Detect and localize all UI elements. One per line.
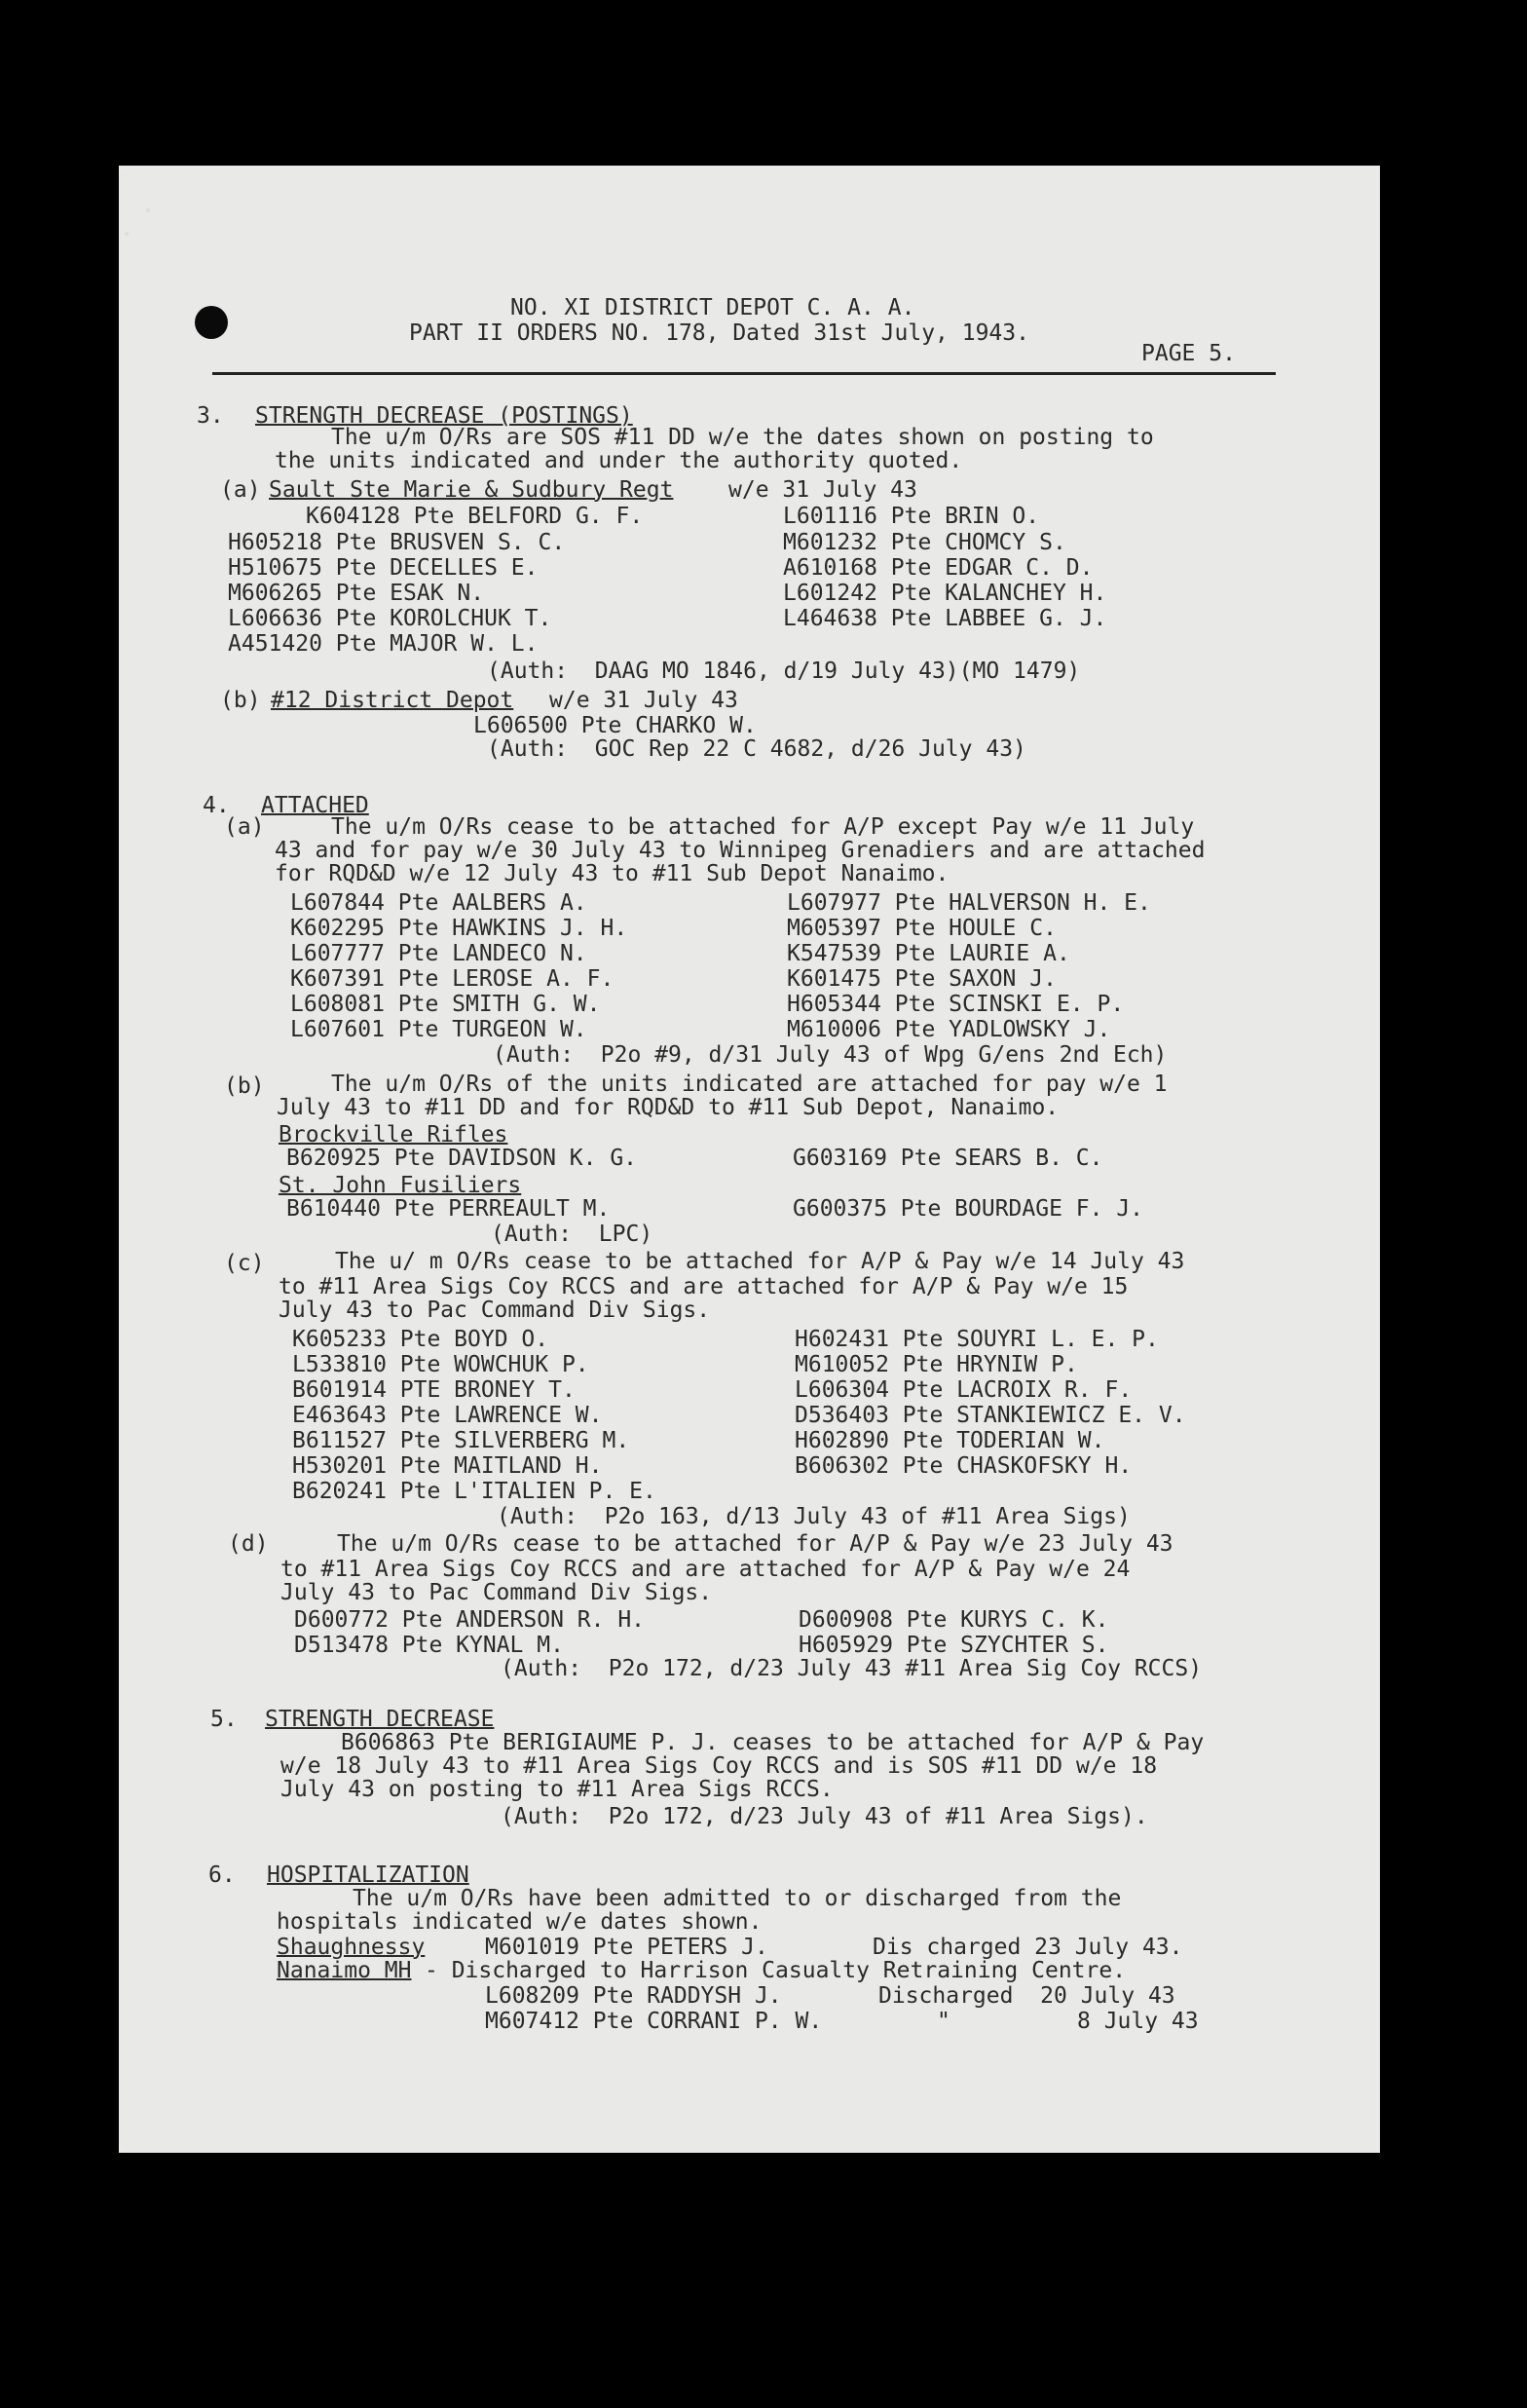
list-item: H605929 Pte SZYCHTER S. — [799, 1633, 1109, 1658]
list-item: M601232 Pte CHOMCY S. — [783, 530, 1066, 555]
authority: (Auth: GOC Rep 22 C 4682, d/26 July 43) — [487, 736, 1026, 762]
list-item: L606304 Pte LACROIX R. F. — [795, 1377, 1133, 1403]
paragraph: The u/m O/Rs are SOS #11 DD w/e the dates shown on posting to — [331, 425, 1154, 450]
authority: (Auth: DAAG MO 1846, d/19 July 43)(MO 1479) — [487, 658, 1081, 684]
section-title: HOSPITALIZATION — [267, 1862, 469, 1888]
paragraph: July 43 to Pac Command Div Sigs. — [280, 1580, 713, 1605]
list-item: M605397 Pte HOULE C. — [787, 916, 1057, 941]
list-item: B610440 Pte PERREAULT M. — [286, 1196, 611, 1222]
list-item: D600772 Pte ANDERSON R. H. — [294, 1607, 646, 1633]
list-item: H605218 Pte BRUSVEN S. C. — [228, 530, 566, 555]
page-number: PAGE 5. — [1141, 341, 1236, 366]
paragraph: 43 and for pay w/e 30 July 43 to Winnipeg Grenadiers and are attached — [275, 838, 1206, 863]
list-item: B620241 Pte L'ITALIEN P. E. — [292, 1479, 656, 1504]
list-item: H530201 Pte MAITLAND H. — [292, 1453, 603, 1479]
list-item: M606265 Pte ESAK N. — [228, 581, 485, 606]
list-item: H605344 Pte SCINSKI E. P. — [787, 992, 1125, 1017]
list-item: H602890 Pte TODERIAN W. — [795, 1428, 1105, 1453]
list-item: G603169 Pte SEARS B. C. — [793, 1146, 1103, 1171]
list-item: L606636 Pte KOROLCHUK T. — [228, 606, 552, 631]
list-item: L607844 Pte AALBERS A. — [290, 890, 587, 916]
paragraph: - Discharged to Harrison Casualty Retraining Centre. — [425, 1958, 1127, 1983]
unit-date: w/e 31 July 43 — [728, 477, 917, 503]
list-item: E463643 Pte LAWRENCE W. — [292, 1403, 603, 1428]
list-item: L606500 Pte CHARKO W. — [473, 713, 757, 738]
paragraph: The u/m O/Rs of the units indicated are attached for pay w/e 1 — [331, 1072, 1168, 1097]
unit-name: Brockville Rifles — [279, 1122, 508, 1148]
sub-label: (a) — [224, 814, 265, 840]
authority: (Auth: P2o 172, d/23 July 43 of #11 Area Sigs). — [501, 1804, 1148, 1829]
header-unit: NO. XI DISTRICT DEPOT C. A. A. — [510, 295, 915, 320]
list-item: L607977 Pte HALVERSON H. E. — [787, 890, 1151, 916]
section-number: 5. — [210, 1707, 238, 1732]
list-item: H510675 Pte DECELLES E. — [228, 555, 539, 581]
paragraph: The u/m O/Rs cease to be attached for A/P except Pay w/e 11 July — [331, 814, 1195, 840]
paragraph: July 43 to #11 DD and for RQD&D to #11 Sub Depot, Nanaimo. — [277, 1095, 1060, 1120]
list-item: M607412 Pte CORRANI P. W. — [485, 2009, 823, 2034]
list-item: K604128 Pte BELFORD G. F. — [306, 504, 644, 529]
list-item: L601242 Pte KALANCHEY H. — [783, 581, 1107, 606]
list-item: L464638 Pte LABBEE G. J. — [783, 606, 1107, 631]
sub-label: (b) — [220, 688, 261, 713]
section-title: ATTACHED — [261, 793, 369, 818]
list-item: L533810 Pte WOWCHUK P. — [292, 1352, 589, 1377]
authority: (Auth: P2o #9, d/31 July 43 of Wpg G/ens 2nd Ech) — [493, 1042, 1168, 1068]
sub-label: (d) — [228, 1531, 269, 1557]
paragraph: B606863 Pte BERIGIAUME P. J. ceases to be attached for A/P & Pay — [341, 1730, 1205, 1755]
list-item: A451420 Pte MAJOR W. L. — [228, 631, 539, 657]
paragraph: The u/m O/Rs cease to be attached for A/P & Pay w/e 23 July 43 — [337, 1531, 1173, 1557]
paragraph: to #11 Area Sigs Coy RCCS and are attached for A/P & Pay w/e 24 — [280, 1557, 1131, 1582]
list-item: D536403 Pte STANKIEWICZ E. V. — [795, 1403, 1186, 1428]
unit-name: Sault Ste Marie & Sudbury Regt — [269, 477, 674, 503]
list-item: K607391 Pte LEROSE A. F. — [290, 966, 615, 992]
paragraph: w/e 18 July 43 to #11 Area Sigs Coy RCCS and is SOS #11 DD w/e 18 — [280, 1753, 1158, 1779]
paragraph: July 43 on posting to #11 Area Sigs RCCS. — [280, 1777, 834, 1802]
authority: (Auth: P2o 163, d/13 July 43 of #11 Area Sigs) — [497, 1504, 1131, 1529]
list-item: D600908 Pte KURYS C. K. — [799, 1607, 1109, 1633]
list-item: B601914 PTE BRONEY T. — [292, 1377, 576, 1403]
sub-label: (b) — [224, 1073, 265, 1099]
authority: (Auth: P2o 172, d/23 July 43 #11 Area Sig Coy RCCS) — [501, 1656, 1203, 1681]
header-orders: PART II ORDERS NO. 178, Dated 31st July, 1943. — [409, 320, 1029, 346]
hospital-name: Nanaimo MH — [277, 1958, 412, 1983]
authority: (Auth: LPC) — [491, 1222, 653, 1247]
list-item: K601475 Pte SAXON J. — [787, 966, 1057, 992]
hospital-name: Shaughnessy — [277, 1935, 426, 1960]
list-item: D513478 Pte KYNAL M. — [294, 1633, 564, 1658]
list-item: K605233 Pte BOYD O. — [292, 1327, 549, 1352]
unit-name: #12 District Depot — [271, 688, 514, 713]
paragraph: The u/m O/Rs have been admitted to or discharged from the — [353, 1886, 1122, 1911]
list-item: L608209 Pte RADDYSH J. — [485, 1983, 782, 2009]
paragraph: to #11 Area Sigs Coy RCCS and are attached for A/P & Pay w/e 15 — [279, 1274, 1129, 1299]
status-text: Discharged 20 July 43 — [878, 1983, 1175, 2009]
paragraph: The u/ m O/Rs cease to be attached for A/P & Pay w/e 14 July 43 — [335, 1249, 1185, 1274]
status-text: Dis charged 23 July 43. — [873, 1935, 1183, 1960]
list-item: B611527 Pte SILVERBERG M. — [292, 1428, 630, 1453]
section-number: 3. — [197, 403, 224, 429]
sub-label: (c) — [224, 1251, 265, 1276]
section-number: 4. — [203, 793, 230, 818]
list-item: L607777 Pte LANDECO N. — [290, 941, 587, 966]
paragraph: the units indicated and under the authority quoted. — [275, 448, 963, 473]
list-item: G600375 Pte BOURDAGE F. J. — [793, 1196, 1144, 1222]
unit-name: St. John Fusiliers — [279, 1173, 522, 1198]
list-item: L601116 Pte BRIN O. — [783, 504, 1040, 529]
punch-hole — [195, 306, 228, 339]
header-rule — [212, 372, 1276, 375]
list-item: B606302 Pte CHASKOFSKY H. — [795, 1453, 1133, 1479]
paragraph: for RQD&D w/e 12 July 43 to #11 Sub Depot Nanaimo. — [275, 861, 950, 886]
sub-label: (a) — [220, 477, 261, 503]
speck — [125, 232, 129, 236]
paragraph: hospitals indicated w/e dates shown. — [277, 1909, 763, 1935]
list-item: H602431 Pte SOUYRI L. E. P. — [795, 1327, 1159, 1352]
section-number: 6. — [208, 1862, 236, 1888]
paragraph: July 43 to Pac Command Div Sigs. — [279, 1298, 711, 1323]
unit-date: w/e 31 July 43 — [549, 688, 738, 713]
list-item: L607601 Pte TURGEON W. — [290, 1017, 587, 1042]
ditto-mark: " — [937, 2009, 950, 2034]
list-item: A610168 Pte EDGAR C. D. — [783, 555, 1094, 581]
list-item: K602295 Pte HAWKINS J. H. — [290, 916, 628, 941]
list-item: L608081 Pte SMITH G. W. — [290, 992, 601, 1017]
list-item: M610052 Pte HRYNIW P. — [795, 1352, 1078, 1377]
speck — [146, 208, 150, 212]
status-text: 8 July 43 — [1077, 2009, 1199, 2034]
list-item: K547539 Pte LAURIE A. — [787, 941, 1070, 966]
list-item: M601019 Pte PETERS J. — [485, 1935, 768, 1960]
section-title: STRENGTH DECREASE — [265, 1707, 495, 1732]
list-item: M610006 Pte YADLOWSKY J. — [787, 1017, 1111, 1042]
list-item: B620925 Pte DAVIDSON K. G. — [286, 1146, 638, 1171]
section-title: STRENGTH DECREASE (POSTINGS) — [255, 403, 633, 429]
